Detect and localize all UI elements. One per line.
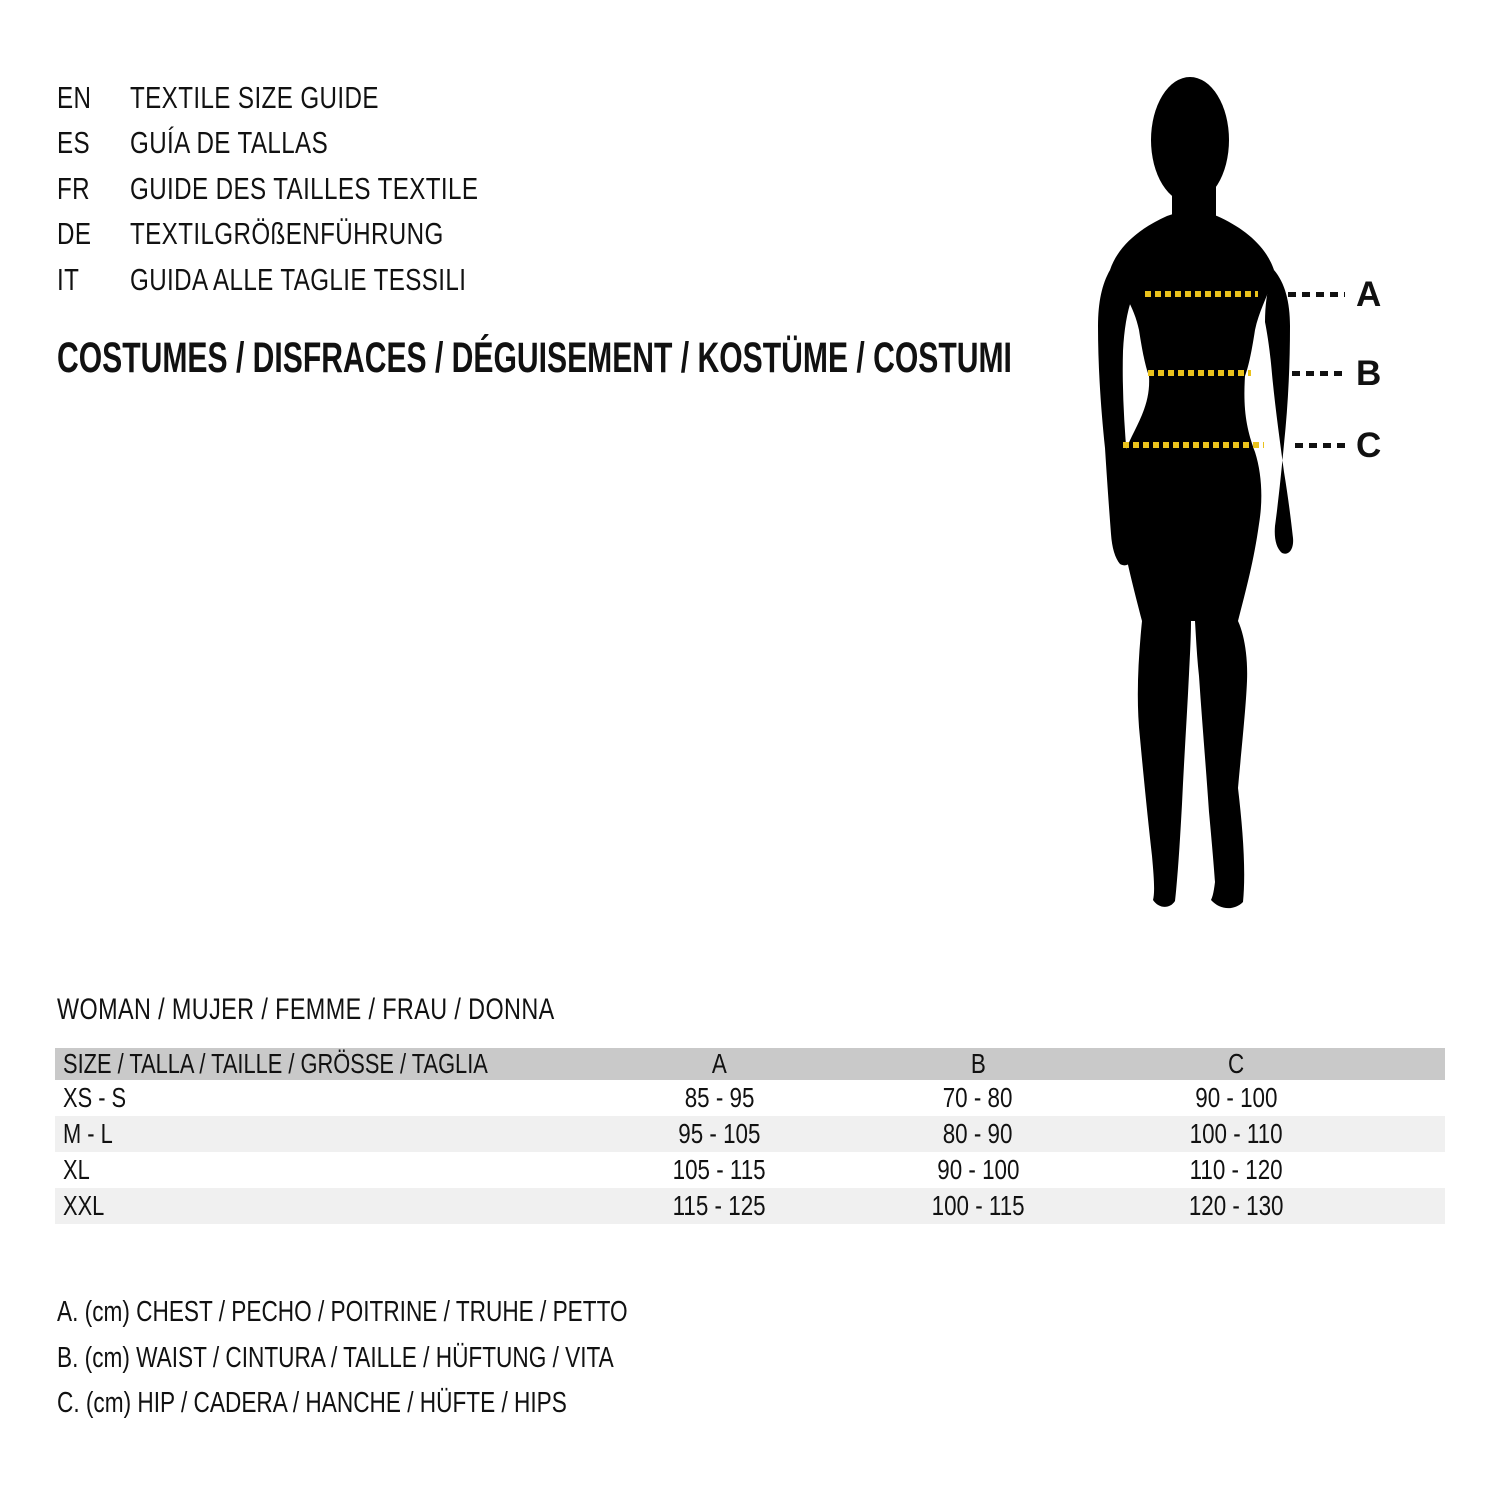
value-cell-c: 120 - 130 xyxy=(1189,1190,1284,1221)
language-code: DE xyxy=(57,216,92,252)
value-cell-a: 105 - 115 xyxy=(672,1154,766,1185)
language-title: GUIDA ALLE TAGLIE TESSILI xyxy=(130,261,467,297)
col-header-size: SIZE / TALLA / TAILLE / GRÖSSE / TAGLIA xyxy=(63,1048,488,1079)
size-cell: XS - S xyxy=(63,1082,127,1113)
measure-legend xyxy=(57,1290,789,1427)
language-title: TEXTILGRÖßENFÜHRUNG xyxy=(130,216,444,252)
table-row-xl xyxy=(55,1152,1445,1188)
legend-item-chest: A. (cm) CHEST / PECHO / POITRINE / TRUHE / PETTO xyxy=(57,1296,628,1329)
table-row-m-l xyxy=(55,1116,1445,1152)
value-cell-a: 85 - 95 xyxy=(684,1082,755,1113)
measure-line-c-body xyxy=(1123,442,1264,448)
silhouette-left-leg xyxy=(1138,621,1191,907)
measure-label-b: B xyxy=(1356,354,1382,393)
language-row-fr xyxy=(57,166,577,212)
language-code: ES xyxy=(57,125,91,161)
value-cell-a: 115 - 125 xyxy=(672,1190,766,1221)
measure-line-a-callout xyxy=(1288,292,1345,297)
language-row-es xyxy=(57,121,577,167)
size-cell: XXL xyxy=(63,1190,105,1221)
section-heading-woman: WOMAN / MUJER / FEMME / FRAU / DONNA xyxy=(57,993,555,1026)
measure-line-b-callout xyxy=(1292,371,1345,376)
value-cell-b: 70 - 80 xyxy=(943,1082,1013,1113)
size-table xyxy=(55,1048,1445,1224)
language-title: GUÍA DE TALLAS xyxy=(130,125,329,161)
legend-item-waist: B. (cm) WAIST / CINTURA / TAILLE / HÜFTUNG / VITA xyxy=(57,1341,614,1374)
value-cell-b: 80 - 90 xyxy=(943,1118,1013,1149)
value-cell-c: 110 - 120 xyxy=(1189,1154,1283,1185)
legend-item-hip: C. (cm) HIP / CADERA / HANCHE / HÜFTE / HIPS xyxy=(57,1387,567,1420)
measure-line-c-callout xyxy=(1295,443,1345,448)
language-row-de xyxy=(57,212,577,258)
silhouette-right-leg xyxy=(1195,621,1247,908)
measure-label-a: A xyxy=(1356,275,1382,314)
table-row-xs-s xyxy=(55,1080,1445,1116)
table-row-xxl xyxy=(55,1188,1445,1224)
size-cell: XL xyxy=(63,1154,90,1185)
silhouette-torso xyxy=(1110,212,1274,622)
language-title: TEXTILE SIZE GUIDE xyxy=(130,79,379,115)
language-row-en xyxy=(57,75,577,121)
value-cell-c: 90 - 100 xyxy=(1195,1082,1278,1113)
value-cell-b: 90 - 100 xyxy=(936,1154,1020,1185)
col-header-c: C xyxy=(1228,1048,1245,1079)
measure-label-c: C xyxy=(1356,426,1382,465)
language-title-list xyxy=(57,75,577,303)
value-cell-b: 100 - 115 xyxy=(931,1190,1025,1221)
language-code: EN xyxy=(57,79,92,115)
woman-silhouette-figure xyxy=(1062,76,1302,916)
measure-line-b-body xyxy=(1148,370,1251,376)
size-cell: M - L xyxy=(63,1118,113,1149)
silhouette-left-arm xyxy=(1098,270,1132,565)
language-title: GUIDE DES TAILLES TEXTILE xyxy=(130,170,479,206)
size-table-header-row xyxy=(55,1048,1445,1080)
measure-line-a-body xyxy=(1145,291,1258,297)
language-row-it xyxy=(57,257,577,303)
language-code: IT xyxy=(57,261,80,297)
silhouette-right-arm xyxy=(1265,270,1293,554)
col-header-b: B xyxy=(970,1048,986,1079)
category-title: COSTUMES / DISFRACES / DÉGUISEMENT / KOSTÜME / COSTUMI xyxy=(57,334,1012,382)
col-header-a: A xyxy=(711,1048,727,1079)
language-code: FR xyxy=(57,170,91,206)
value-cell-a: 95 - 105 xyxy=(678,1118,761,1149)
value-cell-c: 100 - 110 xyxy=(1189,1118,1283,1149)
